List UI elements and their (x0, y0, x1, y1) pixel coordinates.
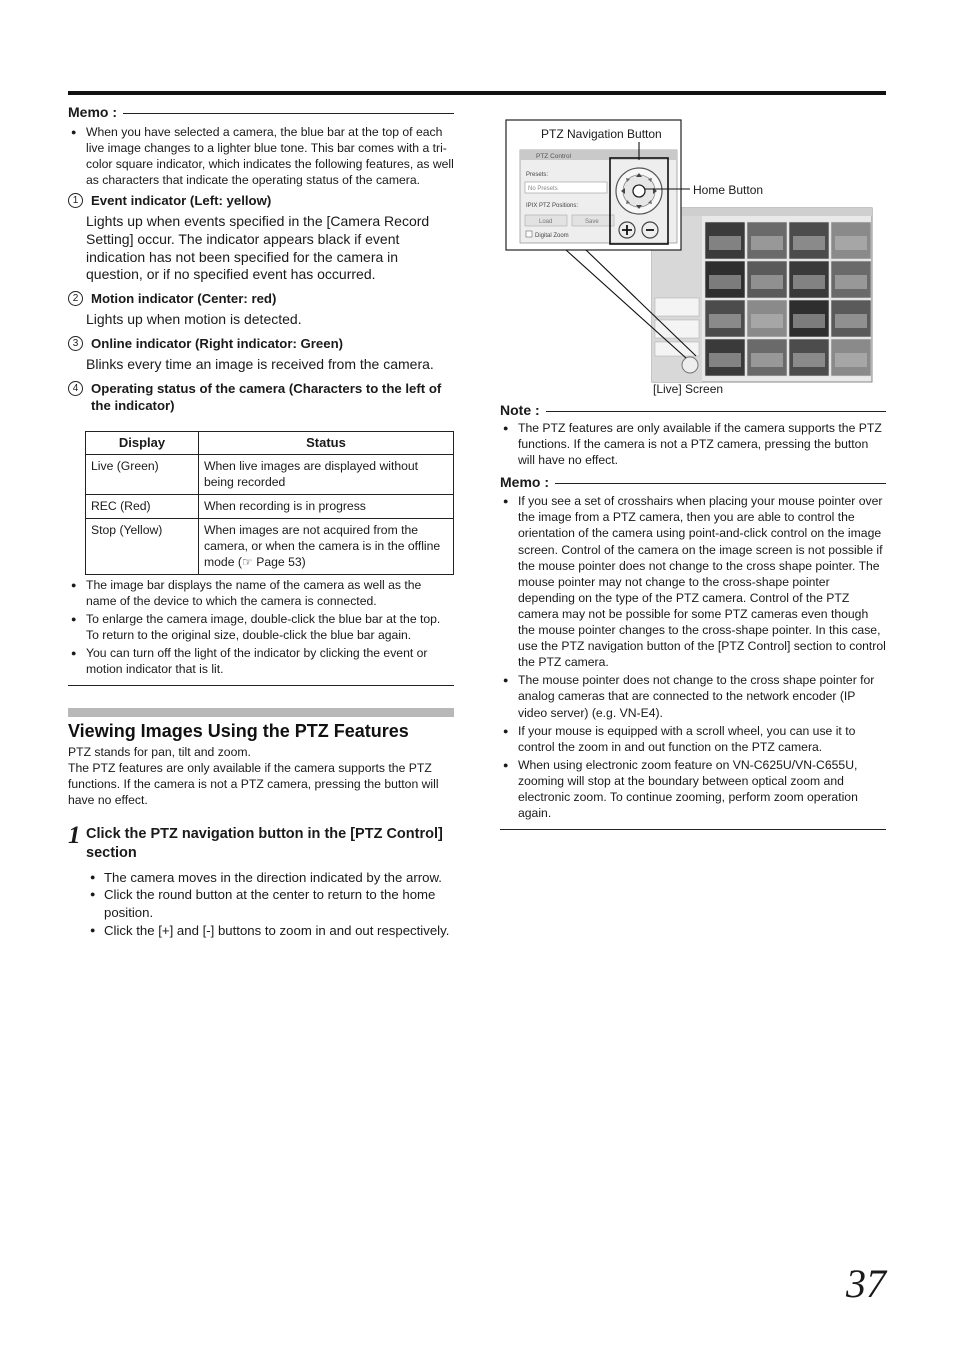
memo-heading-right (500, 474, 886, 491)
table-cell: REC (Red) (86, 494, 199, 518)
live-screen-illustration (500, 118, 886, 398)
section-intro: PTZ stands for pan, tilt and zoom. (68, 745, 251, 760)
thumbnail-highlight (793, 275, 825, 289)
step-bullet: ● Click the [+] and [-] buttons to zoom in and out respectively. (68, 922, 454, 940)
table-row (86, 518, 454, 574)
table-row (86, 494, 454, 518)
table-header: Status (199, 431, 454, 454)
indicator-2-body: Lights up when motion is detected. (86, 311, 302, 328)
thumbnail-highlight (751, 275, 783, 289)
live-screen-label: [Live] Screen (653, 382, 724, 396)
table-cell: When images are not acquired from the camera, or when the camera is in the offline mode (☞ Page 53) (199, 518, 454, 574)
right-column (500, 118, 886, 830)
table-cell: When live images are displayed without being recorded (199, 454, 454, 494)
section-intro: The PTZ features are only available if the camera supports the PTZ functions. If the camera is not a PTZ camera, pressing the button will have no effect. (68, 761, 439, 808)
table-cell: Stop (Yellow) (86, 518, 199, 574)
table-cell: When recording is in progress (199, 494, 454, 518)
number-2-icon: 2 (68, 291, 83, 306)
thumbnail-highlight (709, 236, 741, 250)
step-title: Click the PTZ navigation button in the [PTZ Control] section (86, 825, 443, 861)
note-label: Note : (500, 402, 540, 418)
zoom-out-icon (642, 222, 658, 238)
indicator-4-title: Operating status of the camera (Characters to the left of the indicator) (91, 380, 442, 413)
thumbnail-highlight (835, 236, 867, 250)
number-4-icon: 4 (68, 381, 83, 396)
thumbnail-highlight (751, 314, 783, 328)
ptz-panel-title: PTZ Control (536, 153, 572, 160)
top-rule (68, 91, 886, 95)
number-1-icon: 1 (68, 193, 83, 208)
live-screen-figure (500, 118, 886, 420)
table-row (86, 454, 454, 494)
table-header: Display (86, 431, 199, 454)
live-screen-window (652, 208, 872, 382)
memo-bullet: ● The image bar displays the name of the camera as well as the name of the device to which the camera is connected. (68, 577, 454, 609)
indicator-1-title: Event indicator (Left: yellow) (91, 193, 272, 209)
thumbnail-highlight (835, 275, 867, 289)
save-button: Save (585, 219, 599, 225)
presets-label: Presets: (526, 172, 549, 178)
thumbnail-highlight (709, 275, 741, 289)
thumbnail-highlight (751, 353, 783, 367)
section-title: Viewing Images Using the PTZ Features (68, 721, 409, 742)
left-column (68, 104, 454, 940)
digital-zoom-label: Digital Zoom (535, 233, 569, 239)
table-header-row (86, 431, 454, 454)
thumbnail-highlight (793, 353, 825, 367)
number-3-icon: 3 (68, 336, 83, 351)
memo-intro: ● When you have selected a camera, the blue bar at the top of each live image changes to a lighter blue tone. This bar comes with a tri-color square indicator, which indicates the following features, as well as characters that indicate the operating status of the camera. (68, 124, 454, 188)
indicator-3-title: Online indicator (Right indicator: Green) (91, 335, 344, 351)
zoom-in-icon (619, 222, 635, 238)
indicator-1-heading (68, 192, 454, 209)
ptz-navigation-dial-icon (616, 168, 662, 214)
step-bullet: ● The camera moves in the direction indicated by the arrow. (68, 869, 454, 887)
memo-bullet: ● You can turn off the light of the indicator by clicking the event or motion indicator that is lit. (68, 645, 454, 677)
thumbnail-highlight (709, 314, 741, 328)
memo-bullet: ● If your mouse is equipped with a scroll wheel, you can use it to control the zoom in and out function on the PTZ camera. (500, 723, 886, 755)
checkbox-icon (526, 231, 532, 237)
step-number: 1 (68, 821, 81, 849)
thumbnail-highlight (793, 314, 825, 328)
thumbnail-highlight (835, 314, 867, 328)
page-number: 37 (846, 1261, 886, 1306)
memo-label: Memo : (68, 104, 117, 120)
indicator-4-heading (68, 380, 454, 414)
divider (500, 829, 886, 830)
memo-bullet: ● To enlarge the camera image, double-click the blue bar at the top. To return to the original size, double-click the blue bar again. (68, 611, 454, 643)
section-bar (68, 708, 454, 717)
home-button-label: Home Button (693, 183, 764, 197)
thumbnail-highlight (709, 353, 741, 367)
thumbnail-highlight (751, 236, 783, 250)
memo-bullet: ● When using electronic zoom feature on VN-C625U/VN-C655U, zooming will stop at the boundary between optical zoom and electronic zoom. To continue zooming, perform zoom operation again. (500, 757, 886, 821)
memo-bullet: ● The mouse pointer does not change to the cross shape pointer for analog cameras that are connected to the network encoder (IP video server) (e.g. VN-E4). (500, 672, 886, 720)
table-cell: Live (Green) (86, 454, 199, 494)
step-bullet: ● Click the round button at the center to return to the home position. (68, 886, 454, 922)
ptz-nav-label: PTZ Navigation Button (541, 127, 662, 141)
indicator-1-body: Lights up when events specified in the [Camera Record Setting] occur. The indicator appears black if event indication has not been specified for the camera in question, or if no specified event has occurred. (86, 213, 430, 283)
status-table (85, 431, 454, 575)
thumbnail-highlight (793, 236, 825, 250)
memo-bullet: ● If you see a set of crosshairs when placing your mouse pointer over the image from a PTZ camera, then you are able to control the orientation of the camera using point-and-click control on the image screen. Control of the camera on the image screen is not possible if the mouse pointer does not change to the cross shape pointer. The mouse pointer may not change to the cross-shape pointer depending on the type of the PTZ camera. Control of the PTZ camera may not be possible for some PTZ cameras even though the mouse pointer changes to the cross-shape pointer. In this case, use the PTZ navigation button of the [PTZ Control] section to control the PTZ camera. (500, 493, 886, 670)
note-bullet: ● The PTZ features are only available if the camera supports the PTZ functions. If the camera is not a PTZ camera, pressing the button will have no effect. (500, 420, 886, 468)
indicator-3-body: Blinks every time an image is received from the camera. (86, 355, 434, 372)
ptz-positions-label: IPIX PTZ Positions: (526, 203, 579, 209)
presets-value: No Presets (528, 186, 558, 192)
indicator-2-heading (68, 290, 454, 307)
memo-heading (68, 104, 454, 121)
indicator-2-title: Motion indicator (Center: red) (91, 291, 277, 307)
indicator-3-heading (68, 335, 454, 352)
divider (68, 685, 454, 686)
step-1 (68, 821, 454, 863)
thumbnail-highlight (835, 353, 867, 367)
memo-label: Memo : (500, 474, 549, 491)
load-button: Load (539, 219, 553, 225)
